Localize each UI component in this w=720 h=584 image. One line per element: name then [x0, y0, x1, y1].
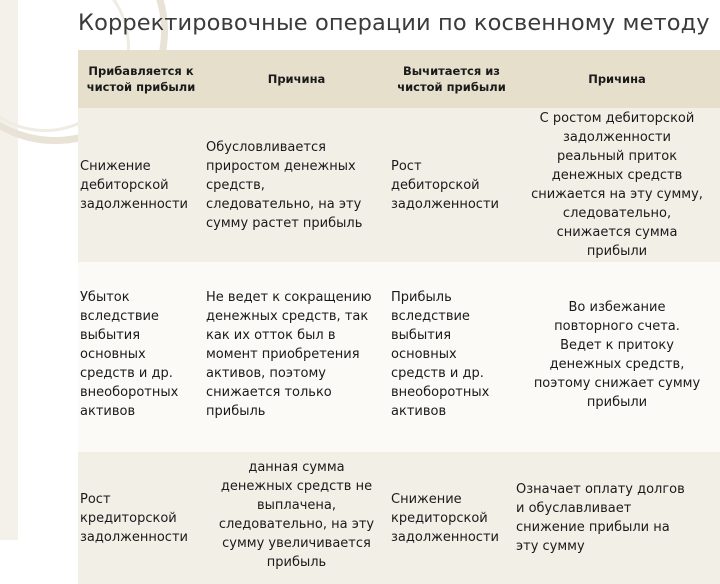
cell-reason-1: данная сумма денежных средств не выплачена, следовательно, на эту сумму увеличивается прибыль	[204, 452, 389, 584]
header-added-to-profit: Прибавляется к чистой прибыли	[78, 50, 204, 108]
table-row	[78, 108, 720, 262]
table-header-row	[78, 50, 720, 108]
cell-added: Снижение дебиторской задолженности	[78, 108, 204, 262]
cell-reason-2: Во избежание повторного счета. Ведет к притоку денежных средств, поэтому снижает сумму прибыли	[514, 262, 720, 452]
cell-reason-2: Означает оплату долгов и обуславливает снижение прибыли на эту сумму	[514, 452, 720, 584]
cell-reason-1: Обусловливается приростом денежных средств, следовательно, на эту сумму растет прибыль	[204, 108, 389, 262]
header-subtracted-from-profit: Вычитается из чистой прибыли	[389, 50, 514, 108]
cell-subtracted: Снижение кредиторской задолженности	[389, 452, 514, 584]
slide-title: Корректировочные операции по косвенному методу	[78, 10, 710, 36]
cell-reason-2: С ростом дебиторской задолженности реальный приток денежных средств снижается на эту сумму, следовательно, снижается сумма прибыли	[514, 108, 720, 262]
header-reason-2: Причина	[514, 50, 720, 108]
cell-subtracted: Прибыль вследствие выбытия основных средств и др. внеоборотных активов	[389, 262, 514, 452]
header-reason-1: Причина	[204, 50, 389, 108]
cell-added: Убыток вследствие выбытия основных средств и др. внеоборотных активов	[78, 262, 204, 452]
cell-added: Рост кредиторской задолженности	[78, 452, 204, 584]
cell-reason-1: Не ведет к сокращению денежных средств, так как их отток был в момент приобретения активов, поэтому снижается только прибыль	[204, 262, 389, 452]
table-row	[78, 452, 720, 584]
cell-subtracted: Рост дебиторской задолженности	[389, 108, 514, 262]
adjustments-table	[78, 50, 720, 584]
table-row	[78, 262, 720, 452]
